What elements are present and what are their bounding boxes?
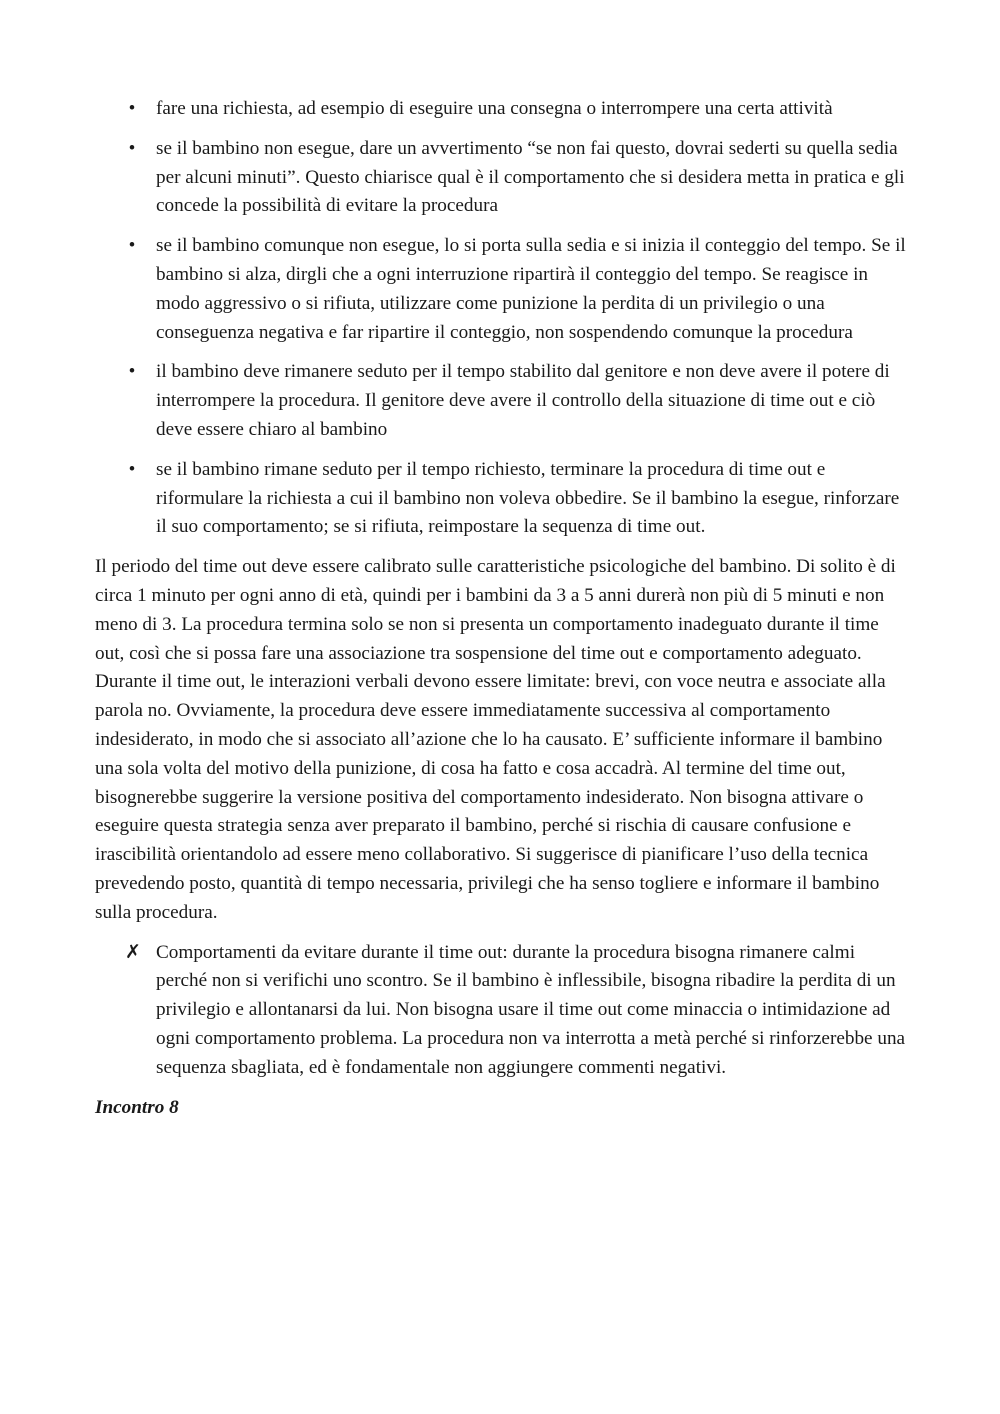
bullet-icon: • [128, 235, 136, 257]
bullet-icon: • [128, 458, 136, 480]
list-item-text: fare una richiesta, ad esempio di eseguire una consegna o interrompere una certa attività [156, 98, 833, 119]
warning-list [95, 939, 907, 1083]
list-item [95, 456, 907, 542]
list-item [95, 95, 907, 124]
time-out-paragraph: Il periodo del time out deve essere calibrato sulle caratteristiche psicologiche del bambino. Di solito è di circa 1 minuto per ogni anno di età, quindi per i bambini da 3 a 5 anni durerà non più di 5 minuti e non meno di 3. La procedura termina solo se non si presenta un comportamento inadeguato durante il time out, così che si possa fare una associazione tra sospensione del time out e comportamento adeguato. Durante il time out, le interazioni verbali devono essere limitate: brevi, con voce neutra e associate alla parola no. Ovviamente, la procedura deve essere immediatamente successiva al comportamento indesiderato, in modo che si associato all’azione che lo ha causato. E’ sufficiente informare il bambino una sola volta del motivo della punizione, di cosa ha fatto e cosa accadrà. Al termine del time out, bisognerebbe suggerire la versione positiva del comportamento indesiderato. Non bisogna attivare o eseguire questa strategia senza aver preparato il bambino, perché si rischia di causare confusione e irascibilità orientandolo ad essere meno collaborativo. Si suggerisce di pianificare l’uso della tecnica prevedendo posto, quantità di tempo necessaria, privilegi che ha senso togliere e informare il bambino sulla procedura. [95, 556, 896, 923]
list-item-text: il bambino deve rimanere seduto per il tempo stabilito dal genitore e non deve avere il potere di interrompere la procedura. Il genitore deve avere il controllo della situazione di time out e ciò deve essere chiaro al bambino [156, 361, 890, 440]
list-item-text: se il bambino comunque non esegue, lo si porta sulla sedia e si inizia il conteggio del tempo. Se il bambino si alza, dirgli che a ogni interruzione ripartirà il conteggio del tempo. Se reagisce in modo aggressivo o si rifiuta, utilizzare come punizione la perdita di un privilegio o una conseguenza negativa e far ripartire il conteggio, non sospendendo comunque la procedura [156, 235, 906, 343]
list-item-text: se il bambino rimane seduto per il tempo richiesto, terminare la procedura di time out e riformulare la richiesta a cui il bambino non voleva obbedire. Se il bambino la esegue, rinforzare il suo comportamento; se si rifiuta, reimpostare la sequenza di time out. [156, 458, 900, 538]
cross-mark-icon: ✗ [125, 941, 142, 963]
list-item [95, 135, 907, 221]
bullet-icon: • [128, 361, 136, 383]
list-item [95, 232, 907, 347]
bullet-icon: • [128, 137, 136, 159]
document-page [95, 95, 907, 1122]
list-item-text: se il bambino non esegue, dare un avvertimento “se non fai questo, dovrai sederti su quella sedia per alcuni minuti”. Questo chiarisce qual è il comportamento che si desidera metta in pratica e gli concede la possibilità di evitare la procedura [156, 137, 905, 217]
bullet-icon: • [128, 98, 136, 119]
procedure-steps-list [95, 95, 907, 542]
list-item [95, 358, 907, 444]
section-heading: Incontro 8 [95, 1096, 179, 1118]
warning-item [95, 939, 907, 1083]
warning-text: Comportamenti da evitare durante il time out: durante la procedura bisogna rimanere calmi perché non si verifichi uno scontro. Se il bambino è inflessibile, bisogna ribadire la perdita di un privilegio e allontanarsi da lui. Non bisogna usare il time out come minaccia o intimidazione ad ogni comportamento problema. La procedura non va interrotta a metà perché si rinforzerebbe una sequenza sbagliata, ed è fondamentale non aggiungere commenti negativi. [156, 941, 906, 1078]
